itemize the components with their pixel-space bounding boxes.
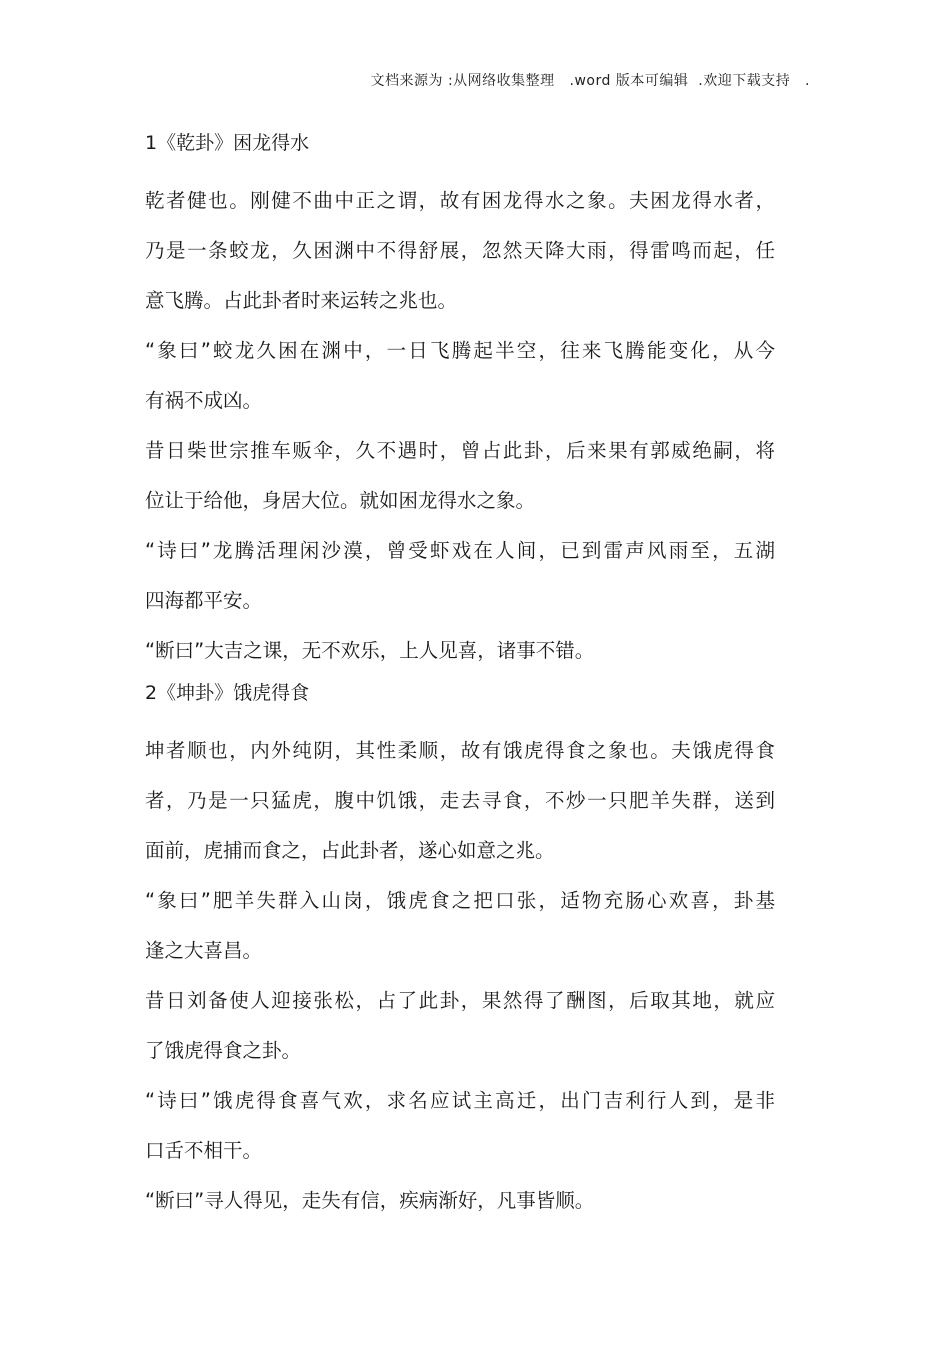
- document-body: [145, 126, 775, 1226]
- paragraph: [145, 326, 775, 426]
- paragraph: [145, 1176, 775, 1226]
- text-line: 有祸不成凶。: [145, 389, 263, 412]
- text-line: “象曰”蛟龙久困在渊中，一日飞腾起半空，往来飞腾能变化，从今: [145, 339, 775, 362]
- text-line: 了饿虎得食之卦。: [145, 1039, 302, 1062]
- text-line: “断曰”寻人得见，走失有信，疾病渐好，凡事皆顺。: [145, 1189, 595, 1212]
- text-line: “断曰”大吉之课，无不欢乐，上人见喜，诸事不错。: [145, 639, 595, 662]
- paragraph: [145, 976, 775, 1076]
- text-line: “诗曰”饿虎得食喜气欢，求名应试主高迁，出门吉利行人到，是非: [145, 1089, 775, 1112]
- text-line: “象曰”肥羊失群入山岗，饿虎食之把口张，适物充肠心欢喜，卦基: [145, 889, 775, 912]
- text-line: 口舌不相干。: [145, 1139, 263, 1162]
- text-line: 逢之大喜昌。: [145, 939, 263, 962]
- paragraph: [145, 426, 775, 526]
- text-line: “诗曰”龙腾活理闲沙漠，曾受虾戏在人间，已到雷声风雨至，五湖: [145, 539, 775, 562]
- text-line: 者，乃是一只猛虎，腹中饥饿，走去寻食，不炒一只肥羊失群，送到: [145, 789, 775, 812]
- text-line: 四海都平安。: [145, 589, 263, 612]
- section-heading: 2《坤卦》饿虎得食: [145, 682, 310, 704]
- text-line: 意飞腾。占此卦者时来运转之兆也。: [145, 289, 458, 312]
- text-line: 昔日柴世宗推车贩伞，久不遇时，曾占此卦，后来果有郭威绝嗣，将: [145, 439, 775, 462]
- paragraph: [145, 176, 775, 326]
- text-line: 乃是一条蛟龙，久困渊中不得舒展，忽然天降大雨，得雷鸣而起，任: [145, 239, 775, 262]
- paragraph: [145, 626, 775, 676]
- page-header: 文档来源为 :从网络收集整理 .word 版本可编辑 .欢迎下载支持 .: [370, 73, 810, 89]
- paragraph: [145, 1076, 775, 1176]
- section-heading: 1《乾卦》困龙得水: [145, 132, 310, 154]
- text-line: 坤者顺也，内外纯阴，其性柔顺，故有饿虎得食之象也。夫饿虎得食: [145, 739, 775, 762]
- paragraph: [145, 726, 775, 876]
- text-line: 面前，虎捕而食之，占此卦者，遂心如意之兆。: [145, 839, 555, 862]
- text-line: 位让于给他，身居大位。就如困龙得水之象。: [145, 489, 536, 512]
- paragraph: [145, 526, 775, 626]
- paragraph: [145, 876, 775, 976]
- text-line: 乾者健也。刚健不曲中正之谓，故有困龙得水之象。夫困龙得水者，: [145, 189, 775, 212]
- text-line: 昔日刘备使人迎接张松，占了此卦，果然得了酬图，后取其地，就应: [145, 989, 775, 1012]
